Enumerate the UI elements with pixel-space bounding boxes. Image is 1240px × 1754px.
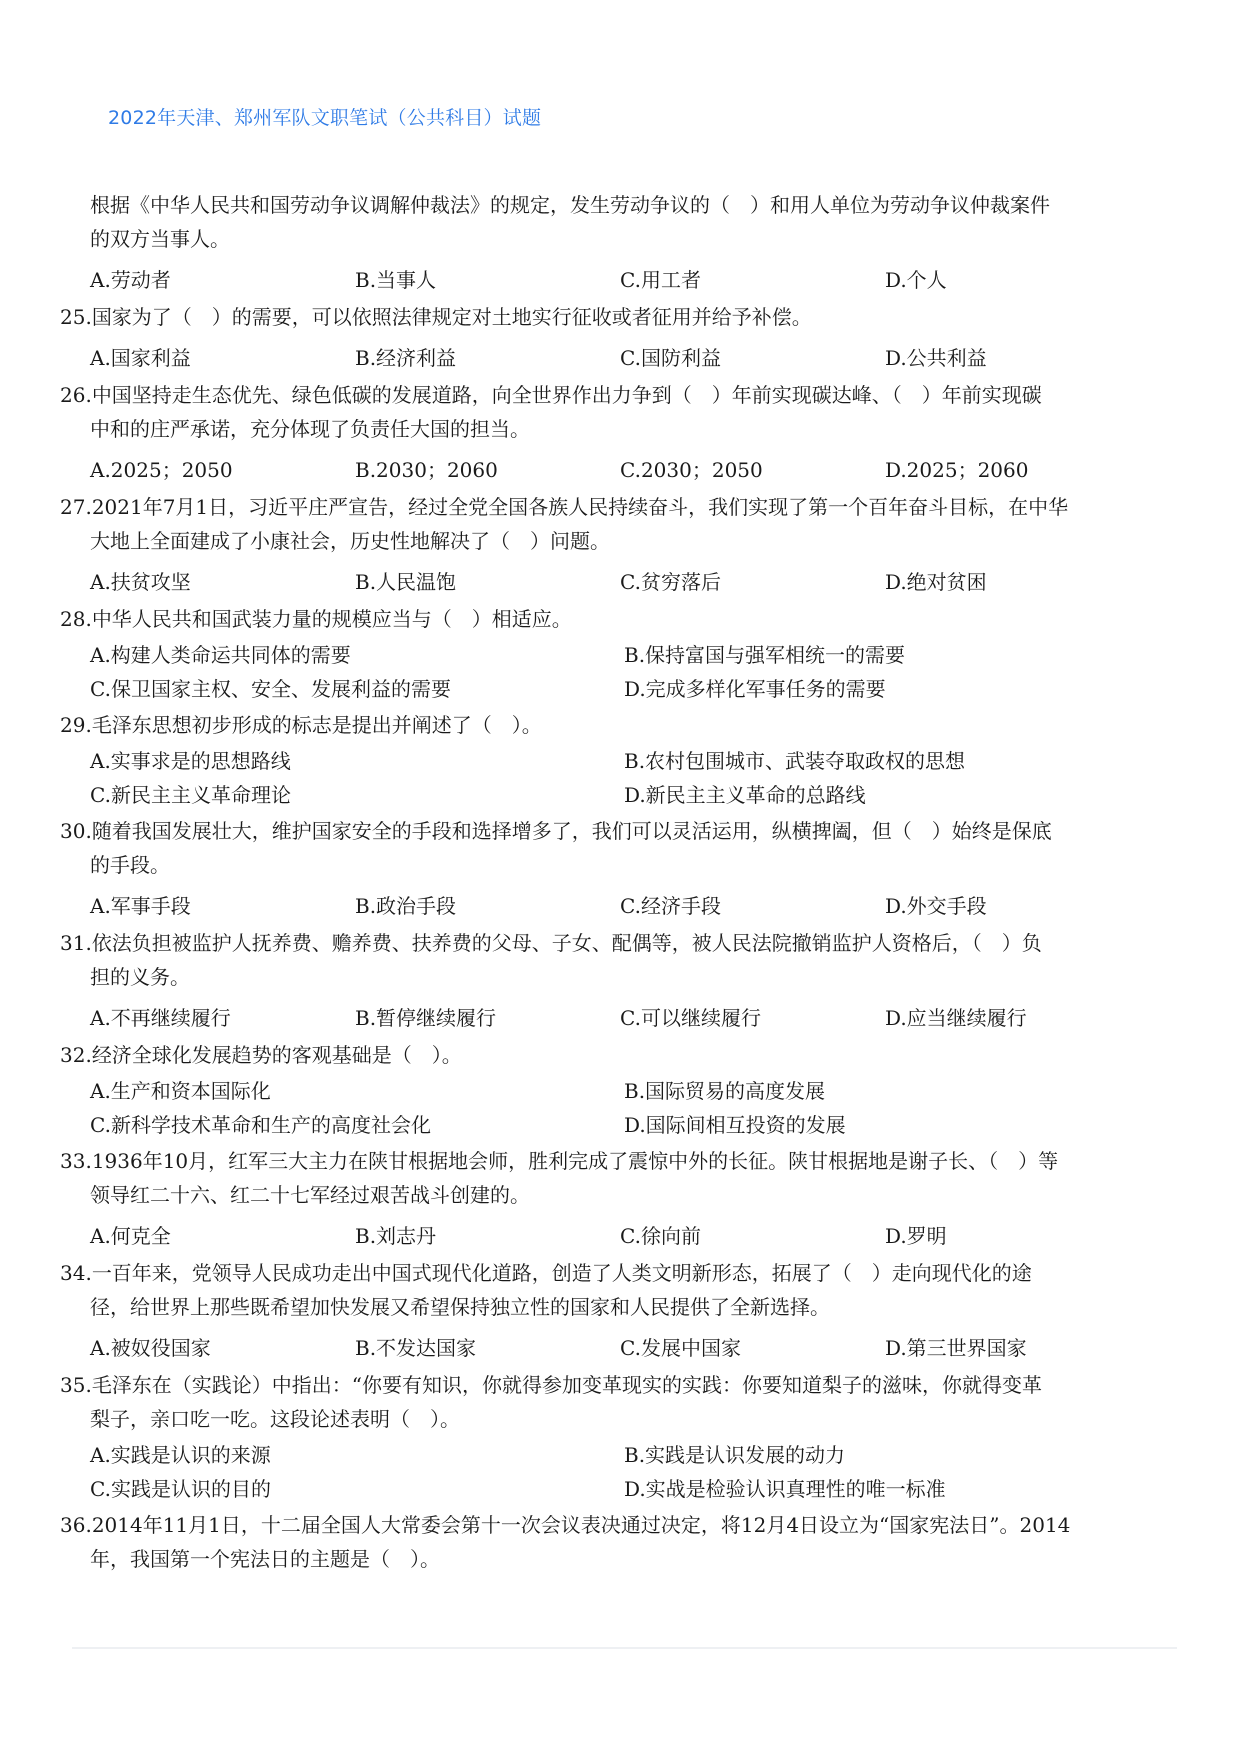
question-stem — [60, 926, 1150, 960]
question-text: 年，我国第一个宪法日的主题是（ ）。 — [90, 1547, 440, 1571]
question-number: 31. — [60, 931, 92, 955]
option-a: A.劳动者 — [90, 267, 171, 292]
question-stem-continued — [60, 1178, 1150, 1212]
options-group — [60, 560, 1150, 600]
option-b: B.2030；2060 — [355, 457, 498, 482]
question-text: 毛泽东在（实践论）中指出：“你要有知识，你就得参加变革现实的实践：你要知道梨子的滋味，你就得变革 — [91, 1373, 1043, 1397]
question-block — [60, 1508, 1150, 1576]
question-stem — [60, 490, 1150, 524]
option-c: C.2030；2050 — [620, 457, 763, 482]
option-b: B.刘志丹 — [355, 1223, 437, 1248]
question-block — [60, 926, 1150, 1036]
question-stem — [60, 708, 1150, 742]
option-c: C.实践是认识的目的 — [90, 1477, 271, 1501]
question-block — [60, 602, 1150, 706]
question-text: 中华人民共和国武装力量的规模应当与（ ）相适应。 — [91, 607, 572, 631]
option-d: D.2025；2060 — [885, 457, 1029, 482]
question-text: 经济全球化发展趋势的客观基础是（ ）。 — [91, 1043, 462, 1067]
question-block — [60, 300, 1150, 376]
question-text: 2021年7月1日，习近平庄严宣告，经过全党全国各族人民持续奋斗，我们实现了第一个百年奋斗目标，在中华 — [91, 495, 1069, 519]
option-c: C.新民主主义革命理论 — [90, 783, 291, 807]
option-b: B.暂停继续履行 — [355, 1005, 497, 1030]
question-text: 担的义务。 — [90, 965, 190, 989]
question-stem — [60, 1368, 1150, 1402]
question-block — [60, 1368, 1150, 1506]
question-block — [60, 1038, 1150, 1142]
option-b: B.保持富国与强军相统一的需要 — [624, 643, 906, 667]
question-text: 梨子，亲口吃一吃。这段论述表明（ ）。 — [90, 1407, 460, 1431]
options-group — [60, 884, 1150, 924]
question-block — [60, 188, 1150, 298]
question-text: 国家为了（ ）的需要，可以依照法律规定对土地实行征收或者征用并给予补偿。 — [91, 305, 812, 329]
question-text: 2014年11月1日，十二届全国人大常委会第十一次会议表决通过决定，将12月4日设立为“国家宪法日”。2014 — [91, 1513, 1071, 1537]
question-number: 33. — [60, 1149, 92, 1173]
option-b: B.人民温饱 — [355, 569, 457, 594]
option-d: D.公共利益 — [885, 345, 987, 370]
option-a: A.2025；2050 — [90, 457, 233, 482]
question-block — [60, 490, 1150, 600]
option-c: C.发展中国家 — [620, 1335, 741, 1360]
option-c: C.新科学技术革命和生产的高度社会化 — [90, 1113, 431, 1137]
option-a: A.实践是认识的来源 — [90, 1443, 271, 1467]
question-number: 34. — [60, 1261, 92, 1285]
question-stem-continued — [60, 222, 1150, 256]
question-stem-continued — [60, 1402, 1150, 1436]
question-block — [60, 1144, 1150, 1254]
question-number: 29. — [60, 713, 92, 737]
options-group — [60, 996, 1150, 1036]
question-number: 32. — [60, 1043, 92, 1067]
option-c: C.用工者 — [620, 267, 701, 292]
option-d: D.应当继续履行 — [885, 1005, 1027, 1030]
option-d: D.绝对贫困 — [885, 569, 987, 594]
question-number: 25. — [60, 305, 92, 329]
options-group — [60, 448, 1150, 488]
option-d: D.罗明 — [885, 1223, 947, 1248]
question-text: 领导红二十六、红二十七军经过艰苦战斗创建的。 — [90, 1183, 530, 1207]
options-group — [60, 1438, 1150, 1506]
option-d: D.个人 — [885, 267, 947, 292]
option-d: D.完成多样化军事任务的需要 — [624, 677, 886, 701]
question-text: 大地上全面建成了小康社会，历史性地解决了（ ）问题。 — [90, 529, 610, 553]
options-group — [60, 336, 1150, 376]
question-number: 26. — [60, 383, 92, 407]
option-a: A.构建人类命运共同体的需要 — [90, 643, 351, 667]
options-group — [60, 638, 1150, 706]
option-b: B.农村包围城市、武装夺取政权的思想 — [624, 749, 966, 773]
question-stem-continued — [60, 848, 1150, 882]
question-text: 的手段。 — [90, 853, 170, 877]
options-group — [60, 258, 1150, 298]
option-d: D.外交手段 — [885, 893, 987, 918]
option-a: A.军事手段 — [90, 893, 191, 918]
option-a: A.不再继续履行 — [90, 1005, 231, 1030]
question-stem — [60, 814, 1150, 848]
question-block — [60, 814, 1150, 924]
option-b: B.国际贸易的高度发展 — [624, 1079, 826, 1103]
option-a: A.被奴役国家 — [90, 1335, 211, 1360]
options-group — [60, 744, 1150, 812]
question-text: 径，给世界上那些既希望加快发展又希望保持独立性的国家和人民提供了全新选择。 — [90, 1295, 830, 1319]
question-block — [60, 708, 1150, 812]
question-text: 随着我国发展壮大，维护国家安全的手段和选择增多了，我们可以灵活运用，纵横捭阖，但（ ）始终是保底 — [91, 819, 1052, 843]
question-stem-continued — [60, 1542, 1150, 1576]
option-c: C.国防利益 — [620, 345, 721, 370]
question-text: 1936年10月，红军三大主力在陕甘根据地会师，胜利完成了震惊中外的长征。陕甘根据地是谢子长、（ ）等 — [91, 1149, 1059, 1173]
question-text: 的双方当事人。 — [90, 227, 230, 251]
question-text: 依法负担被监护人抚养费、赡养费、扶养费的父母、子女、配偶等，被人民法院撤销监护人资格后，（ ）负 — [91, 931, 1042, 955]
question-text: 中国坚持走生态优先、绿色低碳的发展道路，向全世界作出力争到（ ）年前实现碳达峰、（ ）年前实现碳 — [91, 383, 1042, 407]
question-stem — [60, 602, 1150, 636]
question-stem — [60, 300, 1150, 334]
question-stem — [60, 1038, 1150, 1072]
question-number: 35. — [60, 1373, 92, 1397]
option-a: A.扶贫攻坚 — [90, 569, 191, 594]
page-divider — [72, 1647, 1177, 1649]
option-c: C.徐向前 — [620, 1223, 701, 1248]
option-c: C.经济手段 — [620, 893, 721, 918]
option-a: A.国家利益 — [90, 345, 191, 370]
question-number: 30. — [60, 819, 92, 843]
question-text: 一百年来，党领导人民成功走出中国式现代化道路，创造了人类文明新形态，拓展了（ ）走向现代化的途 — [91, 1261, 1032, 1285]
question-text: 毛泽东思想初步形成的标志是提出并阐述了（ ）。 — [91, 713, 542, 737]
question-stem — [60, 1256, 1150, 1290]
question-list — [60, 188, 1150, 1578]
question-block — [60, 1256, 1150, 1366]
question-stem-continued — [60, 524, 1150, 558]
option-b: B.当事人 — [355, 267, 437, 292]
option-a: A.生产和资本国际化 — [90, 1079, 271, 1103]
options-group — [60, 1074, 1150, 1142]
question-number: 36. — [60, 1513, 92, 1537]
question-number: 28. — [60, 607, 92, 631]
option-b: B.政治手段 — [355, 893, 457, 918]
option-a: A.实事求是的思想路线 — [90, 749, 291, 773]
option-d: D.第三世界国家 — [885, 1335, 1027, 1360]
option-d: D.国际间相互投资的发展 — [624, 1113, 846, 1137]
question-stem — [60, 1508, 1150, 1542]
option-b: B.实践是认识发展的动力 — [624, 1443, 846, 1467]
options-group — [60, 1214, 1150, 1254]
question-stem — [60, 188, 1150, 222]
option-d: D.实战是检验认识真理性的唯一标准 — [624, 1477, 946, 1501]
question-stem — [60, 378, 1150, 412]
question-stem — [60, 1144, 1150, 1178]
option-c: C.贫穷落后 — [620, 569, 721, 594]
question-text: 中和的庄严承诺，充分体现了负责任大国的担当。 — [90, 417, 530, 441]
question-stem-continued — [60, 412, 1150, 446]
option-a: A.何克全 — [90, 1223, 171, 1248]
option-d: D.新民主主义革命的总路线 — [624, 783, 866, 807]
option-c: C.可以继续履行 — [620, 1005, 761, 1030]
question-number: 27. — [60, 495, 92, 519]
option-b: B.不发达国家 — [355, 1335, 477, 1360]
question-text: 根据《中华人民共和国劳动争议调解仲裁法》的规定，发生劳动争议的（ ）和用人单位为劳动争议仲裁案件 — [90, 193, 1050, 217]
option-b: B.经济利益 — [355, 345, 457, 370]
question-block — [60, 378, 1150, 488]
question-stem-continued — [60, 1290, 1150, 1324]
options-group — [60, 1326, 1150, 1366]
option-c: C.保卫国家主权、安全、发展利益的需要 — [90, 677, 451, 701]
question-stem-continued — [60, 960, 1150, 994]
document-title: 2022年天津、郑州军队文职笔试（公共科目）试题 — [108, 107, 542, 129]
